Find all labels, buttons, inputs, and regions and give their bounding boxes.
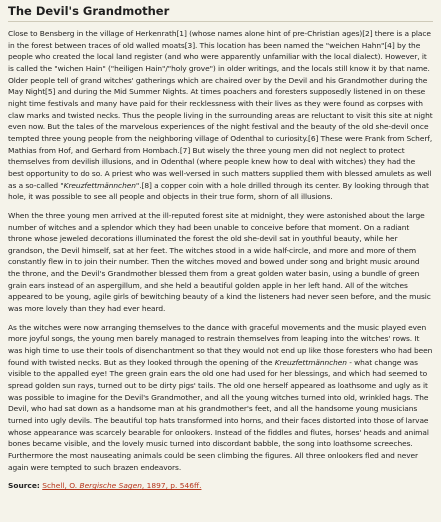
citation-author: Schell, O. (42, 481, 80, 491)
page-title: The Devil's Grandmother (8, 4, 433, 22)
source-label: Source: (8, 481, 40, 491)
term-emphasis: Kreuzfettmännchen (63, 180, 136, 190)
text-run: - what change was visible to the appalled eye! The green grain ears the old one had used for her blessings, and which had seemed to spread golden sun rays, turned out to be dirty pigs' tails. The old one herself appeared as loathsome and ugly as it was possible to imagine for the Devil's Grandmother, and all the young witches turned into old, wrinkled hags. The Devil, who had sat down as a handsome man at his grandmother's feet, and all the handsome young musicians turned into ugly devils. The beautiful top hats transformed into horns, and their faces distorted into those of larvae whose appearance was scarcely bearable for onlookers. Instead of the fiddles and flutes, horses' heads and animal bones became visible, and the lovely music turned into discordant babble, the song into loathsome screeches. Furthermore the most nauseating animals could be seen climbing the figures. All three onlookers fled and never again were tempted to such brazen endeavors. (8, 357, 429, 472)
citation-details: , 1897, p. 546ff. (141, 481, 202, 491)
story-paragraph-3 (8, 322, 433, 474)
source-line (8, 480, 433, 492)
term-emphasis: Kreuzfettmännchen (274, 357, 347, 367)
citation-title: Bergische Sagen (79, 481, 142, 491)
story-paragraph-2: When the three young men arrived at the ill-reputed forest site at midnight, they were astonished about the large number of witches and a splendor which they had been unable to conceive before that moment. On a radiant throne whose jeweled decorations illuminated the forest the old she-devil sat in youthful beauty, while her grandson, the Devil himself, sat at her feet. The witches stood in a wide half-circle, and more and more of them constantly flew in to join their number. Then the witches moved and bowed under song and bright music around the throne, and the Devil's Grandmother blessed them from a great golden water basin, using a bundle of green grain ears instead of an aspergillum, and she held a beautiful golden apple in her left hand. All of the witches appeared to be young, agile girls of bewitching beauty of a kind the listeners had never seen before, and the music was more lovely than they had ever heard. (8, 210, 431, 314)
text-run: As the witches were now arranging themselves to the dance with graceful movements and the music played even more joyful songs, the young men barely managed to restrain themselves from leaping into the witches' rows. It was high time to use their tools of disenchantment so that they would not end up like those foresters who had been found with twisted necks. But as they looked through the opening of the (8, 322, 433, 367)
text-run: Close to Bensberg in the village of Herkenrath[1] (whose names alone hint of pre-Christian ages)[2] there is a place in the forest between traces of old walled moats[3]. This location has been named the "weichen Hahn"[4] by the people who created the local land register (and who were apparently unfamiliar with the local dialect). However, it is called the "wichen Hain" ("heiligen Hain"/"holy grove") in older writings, and the locals still know it by that name. Older people tell of grand witches' gatherings which are chaired over by the Devil and his Grandmother during the May Night[5] and during the Mid Summer Nights. At times poachers and foresters supposedly listened in on these night time festivals and many have paid for their recklessness with their lives as they were found as corpses with claw marks and twisted necks. Thus the people living in the surrounding areas are reluctant to visit this site at night even now. But the tales of the marvelous experiences of the night festival and the beauty of the old she-devil once tempted three young people from the neighboring village of Odenthal to curiosity.[6] These were Frank from Scherf, Mathias from Hof, and Gerhard from Hombach.[7] But wisely the three young men did not neglect to protect themselves from devilish illusions, and in Odenthal (where people knew how to deal with witches) they had the best opportunity to do so. A priest who was well-versed in such matters supplied them with blessed amulets as well as a so-called " (8, 29, 433, 190)
source-citation-link[interactable] (42, 481, 201, 490)
text-run: ".[8] a copper coin with a hole drilled through its center. By looking through that hole, it was possible to see all people and objects in their true form, shorn of all illusions. (8, 180, 429, 202)
story-paragraph-1 (8, 28, 433, 203)
